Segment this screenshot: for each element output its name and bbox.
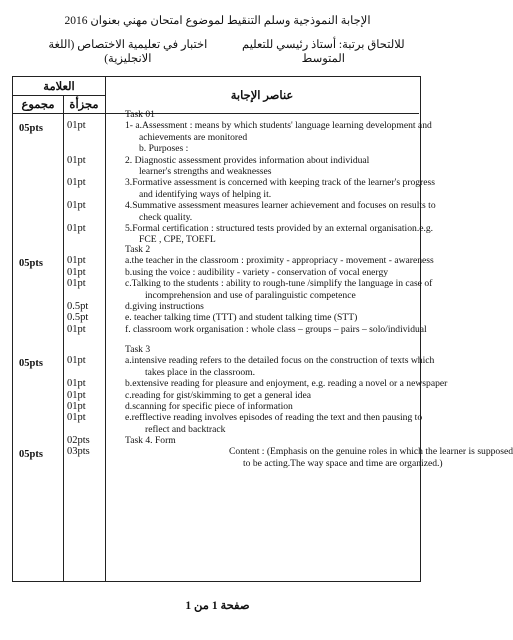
partial-score: 01pt <box>67 154 86 166</box>
grade-header-divider <box>13 95 105 96</box>
header-exam: اختبار في تعليمية الاختصاص (اللغة الانجليزية) <box>48 39 208 65</box>
answer-line: reflect and backtrack <box>145 423 226 435</box>
partial-score: 0.5pt <box>67 301 89 312</box>
partial-score: 01pt <box>67 177 86 189</box>
task-answer-block <box>125 344 448 435</box>
task-answer-block <box>125 244 434 335</box>
task-total-score: 05pts <box>19 123 43 134</box>
partial-score: 01pt <box>67 200 86 212</box>
partial-score: 02pts <box>67 435 90 446</box>
answer-line: b. Purposes : <box>139 143 189 155</box>
task-answer-block <box>125 109 436 246</box>
task-heading: Task 2 <box>125 244 151 255</box>
answer-line: 3.Formative assessment is concerned with keeping track of the learner's progress <box>125 177 435 189</box>
grade-header: العلامة <box>43 81 75 93</box>
answer-line: b.using the voice : audibility - variety - conservation of vocal energy <box>125 266 389 278</box>
answer-line: e.refflective reading involves episodes of reading the text and then pausing to <box>125 412 423 424</box>
partial-score: 01pt <box>67 401 86 412</box>
answer-line: a.intensive reading refers to the detailed focus on the construction of texts which <box>125 355 435 367</box>
partial-score: 03pts <box>67 446 90 458</box>
page-number: صفحة 1 من 1 <box>185 600 250 612</box>
task-total-score: 05pts <box>19 358 43 369</box>
header-subtitle <box>30 38 421 66</box>
answer-line: Content : (Emphasis on the genuine roles in which the learner is supposed <box>229 446 513 458</box>
answers-header: عناصر الإجابة <box>230 90 294 102</box>
total-header: مجموع <box>21 99 55 111</box>
partial-score: 01pt <box>67 255 86 267</box>
partial-score: 01pt <box>67 378 86 390</box>
answer-line: learner's strengths and weaknesses <box>139 166 272 178</box>
partial-score: 01pt <box>67 278 86 290</box>
answer-line: b.extensive reading for pleasure and enjoyment, e.g. reading a novel or a newspaper <box>125 378 448 390</box>
task-answer-block <box>125 435 513 469</box>
partial-score: 0.5pt <box>67 312 89 324</box>
task-total-score: 05pts <box>19 449 43 460</box>
answer-line: check quality. <box>139 211 193 223</box>
answer-line: incomprehension and use of paralinguistic competence <box>145 289 356 301</box>
partial-score: 01pt <box>67 389 86 401</box>
answer-table <box>12 76 513 582</box>
answer-line: c.reading for gist/skimming to get a general idea <box>125 389 311 401</box>
task-heading: Task 3 <box>125 344 151 355</box>
partial-score: 01pt <box>67 412 86 424</box>
answer-line: achievements are monitored <box>139 131 248 143</box>
header-rank: للالتحاق برتبة: أستاذ رئيسي للتعليم المتوسط <box>242 39 405 65</box>
answer-line: FCE , CPE, TOEFL <box>139 234 216 246</box>
col-divider-total <box>63 95 64 581</box>
partial-score: 01pt <box>67 120 86 132</box>
answer-line: 4.Summative assessment measures learner achievement and focuses on results to <box>125 200 436 212</box>
partial-score: 01pt <box>67 223 86 234</box>
answer-line: takes place in the classroom. <box>145 366 256 378</box>
answer-line: a.the teacher in the classroom : proximity - appropriacy - movement - awareness <box>125 255 434 267</box>
header-title: الإجابة النموذجية وسلم التنقيط لموضوع امتحان مهني بعنوان 2016 <box>64 15 371 27</box>
col-divider-partial <box>105 77 106 581</box>
partial-score: 01pt <box>67 266 86 278</box>
answer-line: c.Talking to the students : ability to rough-tune /simplify the language in case of <box>125 278 433 290</box>
answer-line: to be acting.The way space and time are organized.) <box>243 457 443 469</box>
task-heading: Task 01 <box>125 109 155 120</box>
answer-line: d.scanning for specific piece of information <box>125 401 293 413</box>
answer-line: 2. Diagnostic assessment provides information about individual <box>125 154 370 166</box>
answer-line: 1- a.Assessment : means by which students' language learning development and <box>125 120 432 132</box>
partial-header: مجزأة <box>69 99 99 111</box>
answer-line: e. teacher talking time (TTT) and student talking time (STT) <box>125 312 358 324</box>
answer-line: 5.Formal certification : structured tests provided by an external organisation.e.g. <box>125 223 434 235</box>
answer-line: d.giving instructions <box>125 301 204 313</box>
task-total-score: 05pts <box>19 258 43 269</box>
partial-score: 01pt <box>67 323 86 335</box>
answer-line: f. classroom work organisation : whole class – groups – pairs – solo/individual <box>125 323 427 335</box>
answer-line: and identifying ways of helping it. <box>139 188 272 200</box>
partial-score: 01pt <box>67 355 86 367</box>
task-heading: Task 4. Form <box>125 435 176 446</box>
